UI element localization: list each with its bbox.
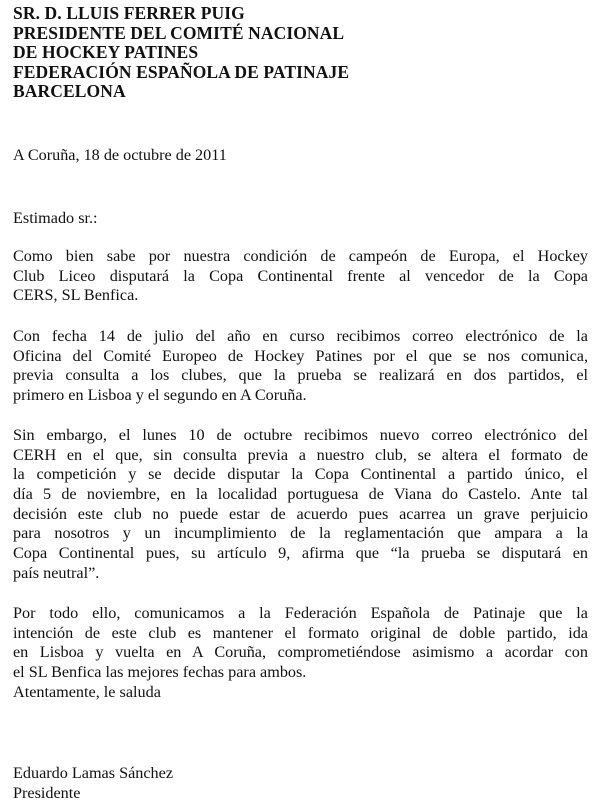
- paragraph-line: el SL Benfica las mejores fechas para ambos.: [13, 663, 307, 682]
- closing: Atentamente, le saluda: [13, 683, 161, 701]
- addressee-committee: DE HOCKEY PATINES: [13, 42, 199, 62]
- addressee-name: SR. D. LLUIS FERRER PUIG: [13, 3, 245, 23]
- signatory-title: Presidente: [13, 783, 81, 802]
- paragraph-line: Club Liceo disputará la Copa Continental frente al vencedor de la Copa: [13, 266, 588, 285]
- paragraph-line: CERH en el que, sin consulta previa a nuestro club, se altera el formato de: [13, 445, 588, 464]
- paragraph-1: [13, 247, 588, 306]
- addressee-federation: FEDERACIÓN ESPAÑOLA DE PATINAJE: [13, 61, 350, 82]
- paragraph-line: intención de este club es mantener el formato original de doble partido, ida: [13, 623, 588, 642]
- paragraph-line: para nosotros y un incumplimiento de la reglamentación que ampara a la: [13, 524, 588, 543]
- signature-block: [13, 764, 173, 803]
- addressee-position: PRESIDENTE DEL COMITÉ NACIONAL: [13, 22, 345, 43]
- paragraph-line: CERS, SL Benfica.: [13, 286, 139, 305]
- paragraph-line: Como bien sabe por nuestra condición de campeón de Europa, el Hockey: [13, 247, 588, 265]
- addressee-block: [13, 4, 588, 102]
- signatory-name: Eduardo Lamas Sánchez: [13, 764, 174, 782]
- paragraph-line: Oficina del Comité Europeo de Hockey Patines por el que se nos comunica,: [13, 346, 588, 365]
- paragraph-line: previa consulta a los clubes, que la prueba se realizará en dos partidos, el: [13, 366, 588, 385]
- paragraph-line: Con fecha 14 de julio del año en curso recibimos correo electrónico de la: [13, 327, 588, 345]
- paragraph-line: país neutral”.: [13, 563, 100, 582]
- paragraph-4: [13, 604, 588, 683]
- paragraph-line: día 5 de noviembre, en la localidad portuguesa de Viana do Castelo. Ante tal: [13, 485, 588, 504]
- paragraph-line: Copa Continental pues, su artículo 9, afirma que “la prueba se disputará en: [13, 544, 588, 563]
- paragraph-line: decisión este club no puede estar de acuerdo pues acarrea un grave perjuicio: [13, 504, 588, 523]
- addressee-city: BARCELONA: [13, 81, 126, 101]
- paragraph-line: Por todo ello, comunicamos a la Federación Española de Patinaje que la: [13, 604, 588, 622]
- paragraph-line: Sin embargo, el lunes 10 de octubre recibimos nuevo correo electrónico del: [13, 426, 588, 444]
- paragraph-2: [13, 327, 588, 406]
- paragraph-3: [13, 426, 588, 584]
- paragraph-line: en Lisboa y vuelta en A Coruña, comprometiéndose asimismo a acordar con: [13, 643, 588, 662]
- date-line: A Coruña, 18 de octubre de 2011: [13, 146, 227, 164]
- greeting: Estimado sr.:: [13, 209, 98, 227]
- paragraph-line: primero en Lisboa y el segundo en A Coruña.: [13, 386, 307, 405]
- paragraph-line: la competición y se decide disputar la Copa Continental a partido único, el: [13, 465, 588, 484]
- letter-page: [13, 3, 588, 802]
